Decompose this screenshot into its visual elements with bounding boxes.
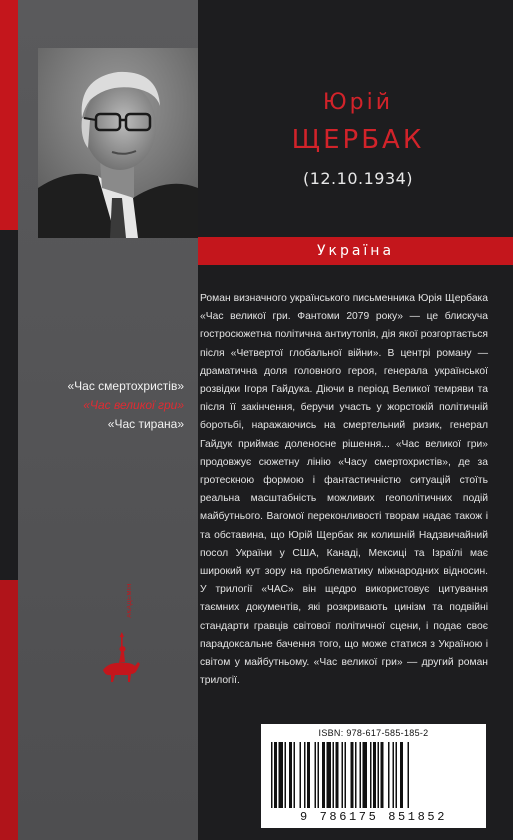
- publisher-name: АКАДЕМІЯ: [127, 583, 133, 618]
- barcode-bars: [269, 742, 478, 808]
- barcode-bar: [274, 742, 277, 808]
- barcode-bar: [294, 742, 296, 808]
- isbn-label: ISBN: 978-617-585-185-2: [318, 728, 429, 738]
- barcode-bar: [300, 742, 302, 808]
- barcode-bar: [345, 742, 347, 808]
- trilogy-book-1: «Час смертохристів»: [67, 379, 184, 393]
- barcode-bar: [400, 742, 403, 808]
- barcode-bar: [322, 742, 325, 808]
- author-photo: [38, 48, 198, 238]
- barcode-box: [261, 724, 486, 828]
- barcode-bar: [408, 742, 410, 808]
- barcode-bar: [271, 742, 273, 808]
- barcode-bar: [318, 742, 320, 808]
- country-label: Україна: [316, 243, 395, 259]
- barcode-bar: [304, 742, 306, 808]
- book-description: Роман визначного українського письменника Юрія Щербака «Час великої гри. Фантоми 2079 року» — це блискуча гостросюжетна політична антиутопія, дія якої розгортається після «Четвертої глобальної війни». В центрі роману — драматична доля головного героя, генерала української розвідки Ігоря Гайдука. Діючи в період Великої темряви та після її закінчення, беручи участь у жорстокій політичній боротьбі, наражаючись на смертельний ризик, генерал Гайдук приймає доленосне рішення... «Час великої гри» продовжує сюжетну лінію «Часу смертохристів», де за гротескною формою і фантастичністю ситуацій стоїть реальна масштабність можливих геополітичних подій майбутнього. Вагомої переконливості творам надає також і та обставина, що Юрій Щербак як колишній Надзвичайний посол України у США, Канаді, Мексиці та Ізраїлі має широкий кут зору на проблематику міжнародних відносин. У трилогії «ЧАС» він щедро використовує цитування таємних документів, які розкривають цинізм та подвійні стандарти гравців світової політичної сцени, і подає своє парадоксальне бачення того, що може статися з Україною і світом у майбутньому. «Час великої гри» — другий роман трилогії.: [200, 293, 488, 687]
- barcode-bar: [363, 742, 368, 808]
- barcode-bar: [315, 742, 317, 808]
- barcode-bar: [388, 742, 390, 808]
- barcode-digits: 9 786175 851852: [299, 810, 448, 824]
- barcode-bar: [360, 742, 362, 808]
- barcode-bar: [378, 742, 380, 808]
- barcode-bar: [279, 742, 284, 808]
- trilogy-list: [56, 377, 184, 434]
- barcode-bar: [393, 742, 395, 808]
- barcode-bar: [370, 742, 372, 808]
- barcode-bar: [307, 742, 310, 808]
- author-last-name: ЩЕРБАК: [291, 125, 425, 155]
- barcode-bar: [396, 742, 398, 808]
- barcode-bar: [327, 742, 332, 808]
- country-bar: [198, 237, 513, 265]
- red-edge-bottom: [0, 580, 18, 840]
- horse-rider-logo-icon: [97, 630, 142, 690]
- barcode-bar: [381, 742, 384, 808]
- red-edge-top: [0, 0, 18, 230]
- trilogy-book-2: «Час великої гри»: [83, 398, 184, 412]
- author-block: [238, 90, 478, 188]
- author-dates: (12.10.1934): [302, 169, 414, 188]
- barcode-bar: [289, 742, 292, 808]
- barcode-bar: [351, 742, 354, 808]
- author-first-name: Юрій: [322, 90, 394, 115]
- barcode-bar: [342, 742, 344, 808]
- trilogy-book-3: «Час тирана»: [107, 417, 184, 431]
- barcode-bar: [333, 742, 335, 808]
- barcode-bar: [336, 742, 339, 808]
- barcode-bar: [373, 742, 376, 808]
- barcode-bar: [355, 742, 357, 808]
- barcode-bar: [285, 742, 287, 808]
